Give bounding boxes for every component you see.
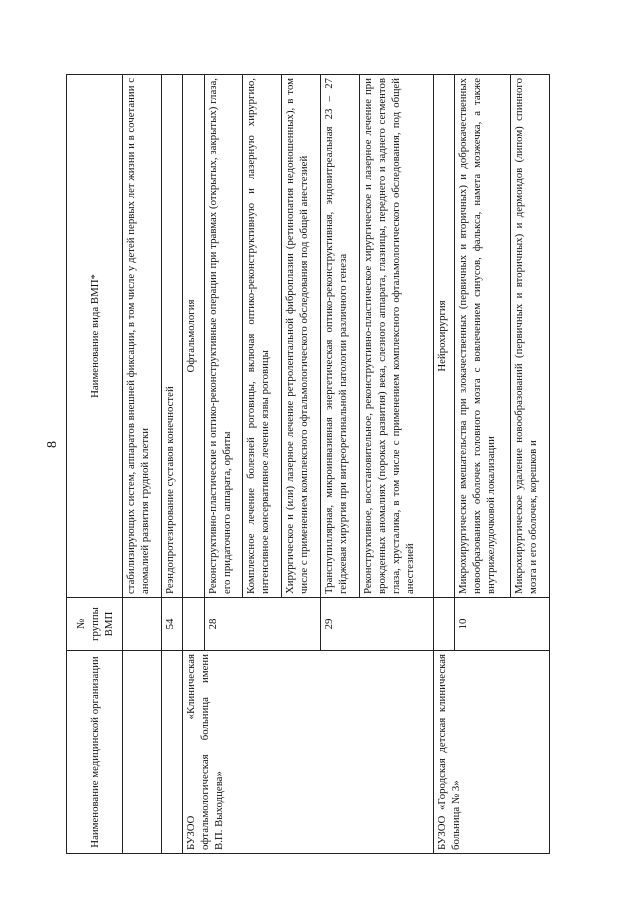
vmp-cell: Комплексное лечение болезней роговицы, включая оптико-реконструктивную и лазерную хирургию, интенсивное консервативное лечение язвы роговицы	[243, 75, 282, 598]
table-row	[123, 75, 162, 854]
group-cell: 29	[320, 598, 433, 651]
header-group: № группы ВМП	[67, 598, 123, 651]
vmp-cell: Микрохирургические вмешательства при злокачественных (первичных и вторичных) и доброкачественных новообразованиях оболочек головного мозга с вовлечением синусов, фалькса, намета мозжечка, а также внутрижелудочковой локализации	[454, 75, 510, 598]
rotated-table-container	[66, 74, 550, 854]
group-cell: 10	[454, 598, 549, 651]
section-title: Офтальмология	[183, 75, 204, 598]
header-vmp: Наименование вида ВМП*	[67, 75, 123, 598]
header-row	[67, 75, 123, 854]
org-name: БУЗОО «Клиническая офтальмологическая больница имени В.П. Выходцева»	[185, 654, 226, 850]
vmp-cell: Транспупиллярная, микроинвазивная энергетическая оптико-реконструктивная, эндовитреальная 23 – 27 гейджевая хирургия при витреоретинальной патологии различного генеза	[320, 75, 359, 598]
org-cell	[433, 651, 549, 854]
section-row	[183, 75, 204, 854]
org-name: БУЗОО «Городская детская клиническая больница № 3»	[435, 654, 462, 850]
org-cell-empty	[162, 651, 183, 854]
org-cell	[183, 651, 433, 854]
group-cell-empty	[433, 598, 454, 651]
vmp-cell: Микрохирургическое удаление новообразований (первичных и вторичных) и дермоидов (липом) спинного мозга и его оболочек, корешков и	[511, 75, 550, 598]
org-cell-empty	[123, 651, 162, 854]
vmp-cell: стабилизирующих систем, аппаратов внешней фиксации, в том числе у детей первых лет жизни и в сочетании с аномалией развития грудной клетки	[123, 75, 162, 598]
vmp-cell: Реэндопротезирование суставов конечностей	[162, 75, 183, 598]
group-cell: 54	[162, 598, 183, 651]
vmp-table	[66, 74, 550, 854]
vmp-cell: Реконструктивно-пластические и оптико-реконструктивные операции при травмах (открытых, закрытых) глаза, его придаточного аппарата, орбиты	[204, 75, 243, 598]
page-number: 8	[45, 441, 60, 448]
group-cell-empty	[183, 598, 204, 651]
header-org: Наименование медицинской организации	[67, 651, 123, 854]
group-cell: 28	[204, 598, 320, 651]
table-row	[162, 75, 183, 854]
section-title: Нейрохирургия	[433, 75, 454, 598]
group-cell-empty	[123, 598, 162, 651]
vmp-cell: Реконструктивное, восстановительное, реконструктивно-пластическое хирургическое и лазерное лечение при врожденных аномалиях (пороках развития) века, слезного аппарата, глазницы, переднего и заднего сегментов глаза, хрусталика, в том числе с применением комплексного офтальмологического обследования, под общей анестезией	[359, 75, 433, 598]
vmp-cell: Хирургическое и (или) лазерное лечение ретролентальной фиброплазии (ретинопатия недоношенных), в том числе с применением комплексного офтальмологического обследования под общей анестезией	[282, 75, 321, 598]
section-row	[433, 75, 454, 854]
